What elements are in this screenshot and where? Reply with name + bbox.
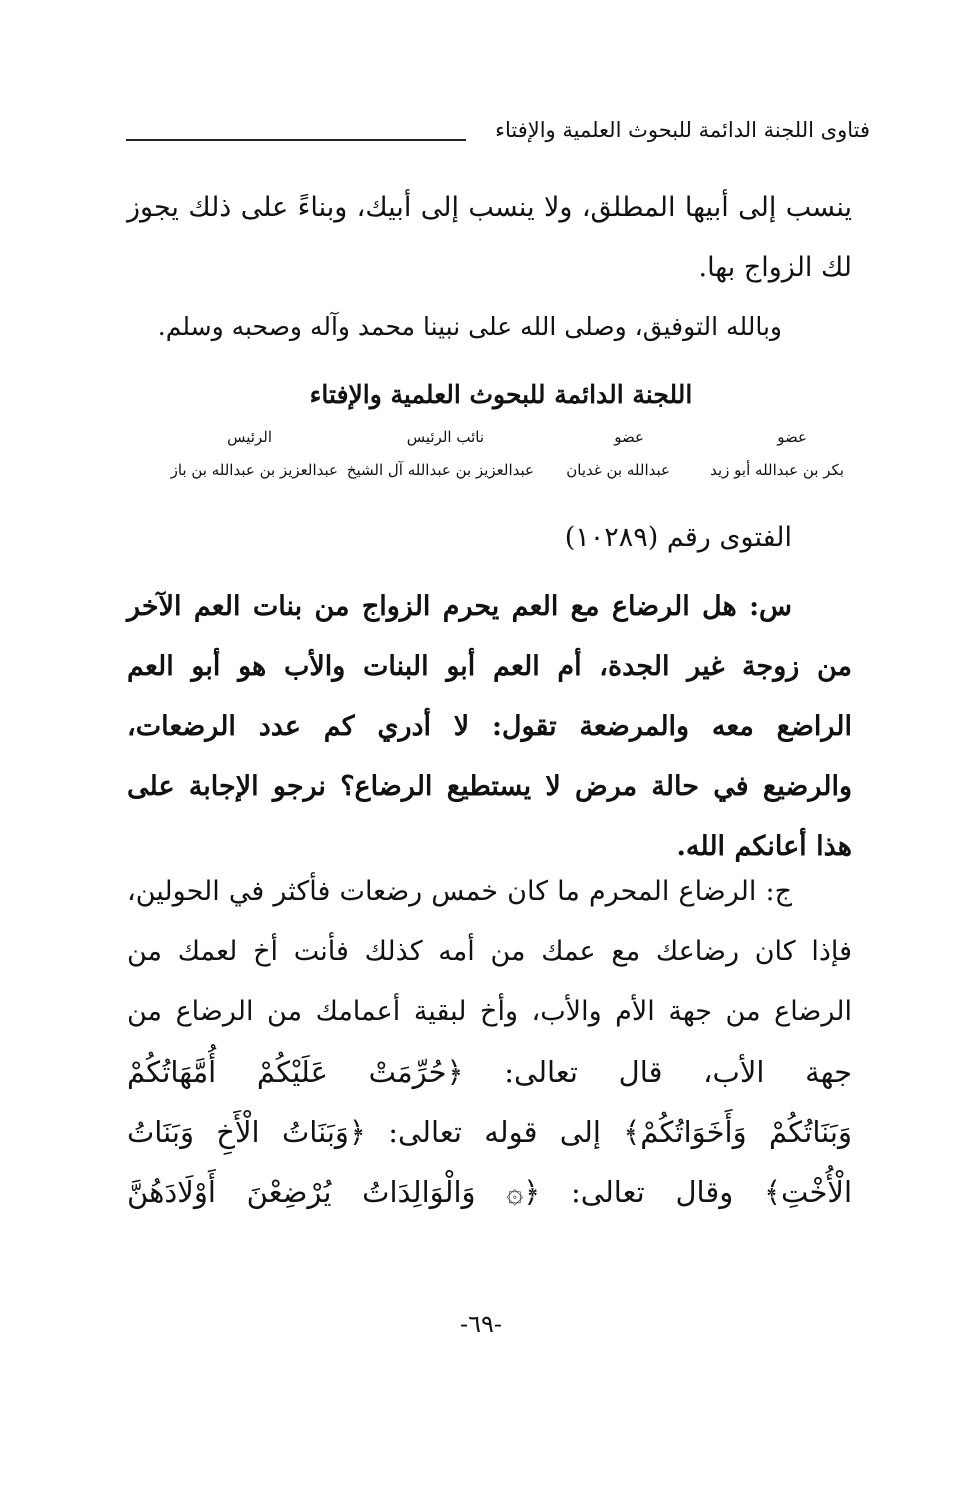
signatory-role: الرئيس	[227, 428, 272, 446]
fatwa-number: الفتوى رقم (١٠٢٨٩)	[564, 522, 792, 553]
signatory-name: عبدالعزيز بن عبدالله بن باز	[170, 461, 338, 479]
answer-line: ج: الرضاع المحرم ما كان خمس رضعات فأكثر في الحولين،	[127, 876, 792, 907]
signatory-role: عضو	[614, 428, 644, 446]
running-title: فتاوى اللجنة الدائمة للبحوث العلمية والإفتاء	[495, 118, 870, 142]
question-line: الراضع معه والمرضعة تقول: لا أدري كم عدد الرضعات،	[127, 711, 852, 742]
previous-answer-paragraph	[127, 178, 852, 298]
answer-line-with-verse: جهة الأب، قال تعالى: ﴿حُرِّمَتْ عَلَيْكُمْ أُمَّهَاتُكُمْ	[127, 1055, 852, 1089]
closing-prayer: وبالله التوفيق، وصلى الله على نبينا محمد وآله وصحبه وسلم.	[157, 312, 782, 341]
header-rule	[126, 139, 466, 141]
signatory-name: بكر بن عبدالله أبو زيد	[710, 461, 844, 479]
answer-line-with-verse: الْأُخْتِ﴾ وقال تعالى: ﴿۞ وَالْوَالِدَاتُ يُرْضِعْنَ أَوْلَادَهُنَّ	[127, 1175, 852, 1209]
question-line: والرضيع في حالة مرض لا يستطيع الرضاع؟ نرجو الإجابة على	[127, 771, 852, 802]
answer-line: الرضاع من جهة الأم والأب، وأخ لبقية أعمامك من الرضاع من	[127, 996, 852, 1027]
signatory-name: عبدالله بن غديان	[566, 461, 670, 479]
page-number: -٦٩-	[460, 1310, 502, 1338]
question-line: من زوجة غير الجدة، أم العم أبو البنات والأب هو أبو العم	[127, 651, 852, 682]
answer-line: فإذا كان رضاعك مع عمك من أمه كذلك فأنت أخ لعمك من	[127, 936, 852, 967]
signatory-role: نائب الرئيس	[406, 428, 484, 446]
signatory-role: عضو	[777, 428, 807, 446]
answer-paragraph	[127, 862, 852, 1222]
question-line: هذا أعانكم الله.	[676, 831, 852, 862]
question-line: س: هل الرضاع مع العم يحرم الزواج من بنات العم الآخر	[127, 591, 792, 622]
previous-answer-line: لك الزواج بها.	[698, 252, 852, 283]
committee-name: اللجنة الدائمة للبحوث العلمية والإفتاء	[309, 380, 693, 409]
signatory-name: عبدالعزيز بن عبدالله آل الشيخ	[346, 461, 534, 479]
question-paragraph	[127, 577, 852, 877]
previous-answer-line: ينسب إلى أبيها المطلق، ولا ينسب إلى أبيك، وبناءً على ذلك يجوز	[127, 192, 852, 223]
answer-line-with-verse: وَبَنَاتُكُمْ وَأَخَوَاتُكُمْ﴾ إلى قوله تعالى: ﴿وَبَنَاتُ الْأَخِ وَبَنَاتُ	[127, 1115, 852, 1149]
